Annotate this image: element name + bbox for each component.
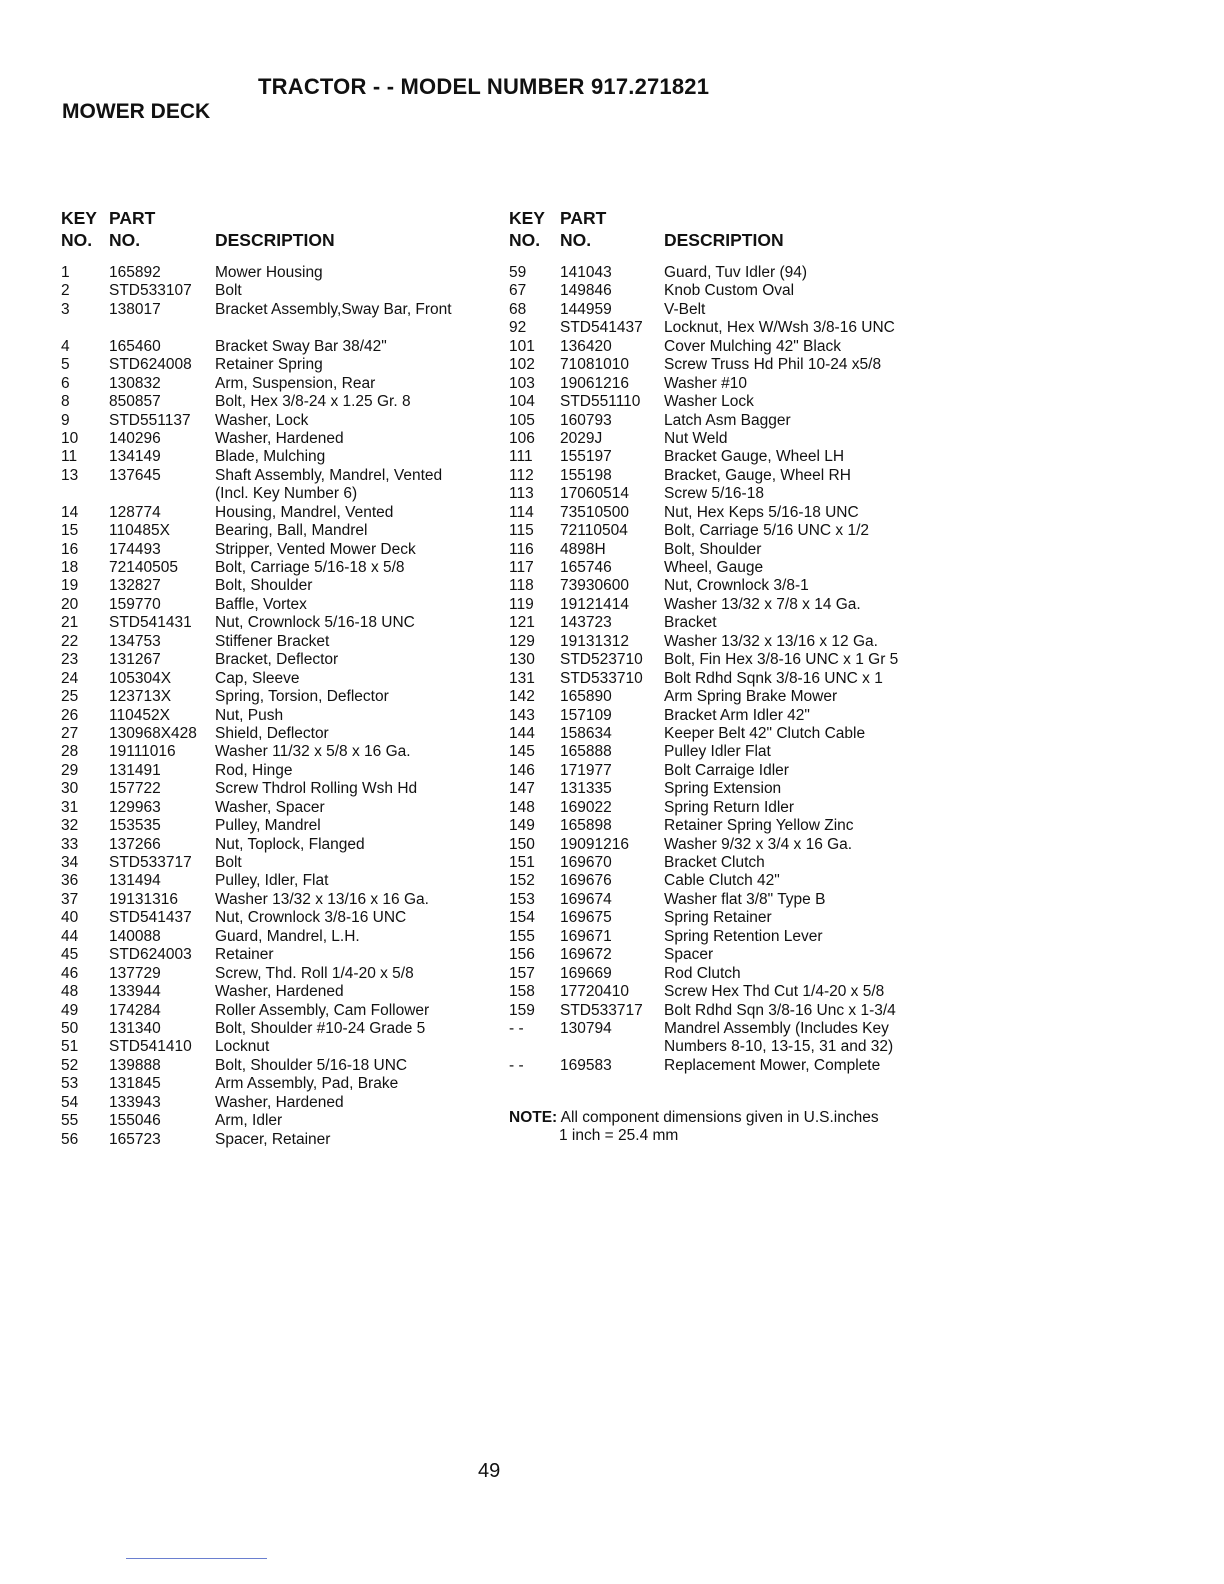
key-number: 31 [61,798,79,816]
part-number: 149846 [560,282,612,300]
part-number: 110485X [109,522,170,540]
key-number: 40 [61,909,79,927]
part-number: 137729 [109,964,161,982]
part-number: 131335 [560,780,612,798]
part-number: 19091216 [560,835,629,853]
part-header-no: NO. [560,230,592,250]
part-number: STD533710 [560,669,643,687]
key-number: 11 [61,448,78,466]
part-number: 17060514 [560,485,629,503]
key-number: 115 [509,522,534,540]
key-number: 24 [61,669,79,687]
part-number: 123713X [109,688,172,706]
key-number: 5 [61,356,70,374]
part-number: 159770 [109,595,161,613]
key-number: 121 [509,614,535,632]
part-description: Bracket Arm Idler 42" [664,706,810,724]
part-description: Bolt Rdhd Sqn 3/8-16 Unc x 1-3/4 [664,1001,896,1019]
part-description: Pulley, Idler, Flat [215,872,329,890]
part-number: 169022 [560,798,612,816]
key-header-no: NO. [509,230,541,250]
part-description: Nut, Crownlock 3/8-16 UNC [215,909,407,927]
part-number: 850857 [109,393,161,411]
part-description: Bracket Clutch [664,854,765,871]
key-number: 6 [61,374,70,392]
key-number: 9 [61,411,70,429]
part-description: Washer 9/32 x 3/4 x 16 Ga. [664,835,853,853]
part-number: 134753 [109,632,161,650]
part-number: 155046 [109,1112,161,1130]
part-description: Nut, Hex Keps 5/16-18 UNC [664,503,859,521]
part-number: 72140505 [109,559,178,577]
part-number: 133944 [109,983,161,1001]
part-number: 133943 [109,1093,161,1111]
key-header: KEY [61,208,97,228]
key-number: 67 [509,282,527,300]
part-number: 143723 [560,614,612,632]
part-description: Guard, Mandrel, L.H. [215,927,360,945]
key-header-no: NO. [61,230,93,250]
part-number: 174493 [109,540,161,558]
part-description: Nut Weld [664,429,728,447]
key-number: 13 [61,466,79,484]
key-number: 153 [509,890,535,908]
part-description: Pulley Idler Flat [664,743,771,761]
key-number: 19 [61,577,79,595]
part-number: 105304X [109,669,172,687]
key-number: 117 [509,559,534,576]
part-description: Nut, Toplock, Flanged [215,835,365,853]
part-number: 134149 [109,448,161,466]
part-number: 71081010 [560,356,629,374]
key-number: 155 [509,927,535,945]
part-description: Washer 11/32 x 5/8 x 16 Ga. [215,743,411,761]
part-description: Spacer, Retainer [215,1130,331,1148]
key-number: 114 [509,503,534,521]
key-number: 3 [61,300,70,318]
key-number: 150 [509,835,535,853]
key-number: 22 [61,632,79,650]
note-label: NOTE: [509,1109,558,1126]
key-number: 119 [509,595,534,613]
part-description: Mandrel Assembly (Includes Key Numbers 8-10, 13-15, 31 and 32) [664,1019,894,1055]
part-number: 165888 [560,743,612,761]
part-description: Washer, Lock [215,411,309,429]
part-number: 144959 [560,300,612,318]
part-description: Shield, Deflector [215,724,329,742]
part-number: 137266 [109,835,161,853]
key-number: 159 [509,1001,535,1019]
part-description: Screw Thdrol Rolling Wsh Hd [215,780,418,798]
part-number: 129963 [109,798,161,816]
part-description: Bolt, Shoulder 5/16-18 UNC [215,1056,408,1074]
part-number: 19121414 [560,595,629,613]
part-number: 165723 [109,1130,161,1148]
part-number: 155197 [560,448,612,466]
part-description: Washer, Hardened [215,429,344,447]
part-description: Mower Housing [215,264,323,281]
section-title: MOWER DECK [62,100,211,123]
key-number: 146 [509,761,535,779]
key-number: 105 [509,411,535,429]
part-description: Cable Clutch 42" [664,872,780,890]
part-description: Screw 5/16-18 [664,485,764,503]
part-number: STD551110 [560,393,641,411]
key-number: 54 [61,1093,79,1111]
part-number: 169671 [560,927,612,945]
part-description: Bolt, Carriage 5/16 UNC x 1/2 [664,522,870,540]
key-number: 33 [61,835,79,853]
part-number: 131491 [109,761,161,779]
part-number: 153535 [109,817,161,835]
key-number: 56 [61,1130,79,1148]
key-number: 102 [509,356,535,374]
key-number: 59 [509,264,527,281]
key-number: 25 [61,688,79,706]
key-number: 14 [61,503,79,521]
key-number: - - [509,1019,524,1037]
part-description: Bolt, Hex 3/8-24 x 1.25 Gr. 8 [215,393,411,411]
key-number: 52 [61,1056,79,1074]
part-description: Arm Spring Brake Mower [664,688,838,706]
key-number: 8 [61,393,70,411]
part-description: Bolt, Shoulder [664,540,762,558]
part-number: STD523710 [560,651,643,669]
part-description: Baffle, Vortex [215,595,307,613]
part-description: Arm, Idler [215,1112,283,1130]
part-description: Washer 13/32 x 13/16 x 12 Ga. [664,632,878,650]
key-number: 16 [61,540,79,558]
part-description: Bracket Assembly,Sway Bar, Front [215,300,452,318]
key-header: KEY [509,208,545,228]
key-number: 1 [61,264,70,281]
part-number: 169676 [560,872,612,890]
part-description: Cap, Sleeve [215,669,300,687]
part-description: Spring Return Idler [664,798,795,816]
note-text: All component dimensions given in U.S.inches [560,1109,879,1126]
part-description: Stiffener Bracket [215,632,330,650]
part-number: 165890 [560,688,612,706]
part-description: Locknut, Hex W/Wsh 3/8-16 UNC [664,319,895,337]
part-description: Pulley, Mandrel [215,817,321,835]
footer-rule [126,1558,267,1559]
part-number: 132827 [109,577,161,595]
key-number: 118 [509,577,534,595]
part-number: 138017 [109,300,161,318]
part-number: STD541410 [109,1038,192,1056]
part-description: Washer Lock [664,393,754,411]
part-description: Wheel, Gauge [664,559,764,576]
part-description: Rod Clutch [664,964,741,982]
part-description: Bearing, Ball, Mandrel [215,522,368,540]
key-number: 26 [61,706,79,724]
part-number: 140088 [109,927,161,945]
part-number: 160793 [560,411,612,429]
key-number: 27 [61,724,79,742]
key-number: 130 [509,651,535,669]
part-description: Nut, Crownlock 5/16-18 UNC [215,614,415,632]
part-number: 169583 [560,1056,612,1074]
part-number: STD624008 [109,356,192,374]
part-description: Blade, Mulching [215,448,326,466]
part-description: Washer flat 3/8" Type B [664,890,826,908]
part-number: 171977 [560,761,612,779]
key-number: 46 [61,964,79,982]
key-number: 21 [61,614,79,632]
part-number: 174284 [109,1001,161,1019]
part-description: V-Belt [664,300,706,318]
key-number: 34 [61,854,79,872]
part-description: Arm, Suspension, Rear [215,374,376,392]
part-description: Bolt, Shoulder #10-24 Grade 5 [215,1019,426,1037]
key-number: 106 [509,429,535,447]
part-description: Spring Retainer [664,909,772,927]
key-number: 23 [61,651,79,669]
part-description: Bolt Rdhd Sqnk 3/8-16 UNC x 1 [664,669,883,687]
part-number: 169669 [560,964,612,982]
key-number: 149 [509,817,535,835]
key-number: 101 [509,337,535,355]
part-number: 2029J [560,429,603,447]
part-description: Bracket Sway Bar 38/42" [215,337,387,355]
part-description: Washer #10 [664,374,747,392]
part-description: Nut, Crownlock 3/8-1 [664,577,809,595]
part-number: STD533717 [109,854,192,872]
part-number: STD541437 [560,319,643,337]
part-description: Spacer [664,946,714,964]
part-description: Spring, Torsion, Deflector [215,688,389,706]
key-number: 131 [509,669,535,687]
key-number: 92 [509,319,527,337]
part-number: 72110504 [560,522,628,540]
part-number: 131340 [109,1019,161,1037]
part-number: 165746 [560,559,612,576]
part-number: 165898 [560,817,612,835]
key-number: 32 [61,817,79,835]
key-number: 55 [61,1112,79,1130]
part-number: 136420 [560,337,612,355]
key-number: 49 [61,1001,79,1019]
part-number: 165460 [109,337,161,355]
part-number: 19131312 [560,632,629,650]
part-description: Cover Mulching 42" Black [664,337,841,355]
key-number: 15 [61,522,79,540]
part-description: Nut, Push [215,706,284,724]
part-number: 157109 [560,706,612,724]
part-number: STD541437 [109,909,192,927]
part-number: 139888 [109,1056,161,1074]
part-description: Keeper Belt 42" Clutch Cable [664,724,866,742]
part-description: Bracket [664,614,717,632]
part-description: Replacement Mower, Complete [664,1056,881,1074]
part-number: 128774 [109,503,161,521]
page-number: 49 [478,1460,501,1482]
key-number: 129 [509,632,535,650]
description-header: DESCRIPTION [215,230,335,250]
key-number: 112 [509,466,534,484]
part-description: Roller Assembly, Cam Follower [215,1001,430,1019]
part-description: Stripper, Vented Mower Deck [215,540,416,558]
part-number: 17720410 [560,983,629,1001]
key-number: 10 [61,429,79,447]
part-description: Washer, Spacer [215,798,325,816]
part-number: 73510500 [560,503,629,521]
part-description: Screw, Thd. Roll 1/4-20 x 5/8 [215,964,414,982]
note [509,1109,879,1145]
part-description: Knob Custom Oval [664,282,795,300]
key-number: 143 [509,706,535,724]
part-description: Retainer Spring Yellow Zinc [664,817,854,835]
part-number: 169675 [560,909,612,927]
part-number: STD551137 [109,411,191,429]
part-number: 131267 [109,651,161,669]
part-description: Bracket, Deflector [215,651,339,669]
part-number: 73930600 [560,577,629,595]
key-number: 151 [509,854,535,871]
part-number: 130832 [109,374,161,392]
part-number: 137645 [109,466,161,484]
part-number: 130794 [560,1019,612,1037]
part-description: Guard, Tuv Idler (94) [664,264,808,281]
part-header-no: NO. [109,230,141,250]
key-number: 113 [509,485,534,503]
part-number: 141043 [560,264,612,281]
key-number: 68 [509,300,527,318]
key-number: 145 [509,743,535,761]
key-number: 48 [61,983,79,1001]
part-number: 169674 [560,890,612,908]
part-number: 131845 [109,1075,161,1093]
part-number: 110452X [109,706,170,724]
part-header: PART [109,208,156,228]
part-description: Bolt Carraige Idler [664,761,789,779]
part-description: Rod, Hinge [215,761,293,779]
key-number: 104 [509,393,535,411]
part-description: Spring Extension [664,780,782,798]
part-description: Bolt, Carriage 5/16-18 x 5/8 [215,559,405,577]
key-number: 2 [61,282,70,300]
key-number: 157 [509,964,535,982]
key-number: 53 [61,1075,79,1093]
note-conversion: 1 inch = 25.4 mm [559,1127,679,1144]
part-description: Bracket, Gauge, Wheel RH [664,466,851,484]
part-number: 19131316 [109,890,178,908]
key-number: 36 [61,872,79,890]
key-number: - - [509,1056,524,1074]
part-description: Locknut [215,1038,270,1056]
page-title: TRACTOR - - MODEL NUMBER 917.271821 [258,74,710,99]
part-description: Spring Retention Lever [664,927,823,945]
part-description: Washer, Hardened [215,1093,344,1111]
key-number: 44 [61,927,79,945]
part-number: 130968X428 [109,724,197,742]
part-number: 158634 [560,724,612,742]
key-number: 37 [61,890,79,908]
part-number: 157722 [109,780,161,798]
key-number: 142 [509,688,535,706]
part-number: 4898H [560,540,606,558]
part-description: Washer 13/32 x 13/16 x 16 Ga. [215,890,429,908]
key-number: 111 [509,448,533,466]
part-number: 19111016 [109,743,176,761]
part-description: Retainer [215,946,274,964]
key-number: 156 [509,946,535,964]
part-description: Bracket Gauge, Wheel LH [664,448,845,466]
key-number: 148 [509,798,535,816]
part-description: Housing, Mandrel, Vented [215,503,394,521]
key-number: 116 [509,540,534,558]
part-number: 165892 [109,264,161,281]
part-number: 140296 [109,429,161,447]
part-header: PART [560,208,607,228]
part-number: STD541431 [109,614,192,632]
part-description: Retainer Spring [215,356,323,374]
key-number: 28 [61,743,79,761]
part-description: Screw Hex Thd Cut 1/4-20 x 5/8 [664,983,885,1001]
key-number: 45 [61,946,79,964]
part-description: Bolt, Shoulder [215,577,313,595]
part-number: STD533717 [560,1001,643,1019]
part-number: 155198 [560,466,612,484]
key-number: 103 [509,374,535,392]
part-description: Latch Asm Bagger [664,411,791,429]
part-description: Washer 13/32 x 7/8 x 14 Ga. [664,595,861,613]
part-number: 169672 [560,946,612,964]
key-number: 147 [509,780,535,798]
part-description: Bolt [215,282,242,300]
key-number: 18 [61,559,79,577]
key-number: 30 [61,780,79,798]
part-number: STD624003 [109,946,192,964]
part-description: Washer, Hardened [215,983,344,1001]
part-number: 169670 [560,854,612,871]
key-number: 20 [61,595,79,613]
part-description: Shaft Assembly, Mandrel, Vented (Incl. Key Number 6) [215,466,443,502]
part-description: Screw Truss Hd Phil 10-24 x5/8 [664,356,882,374]
part-number: 131494 [109,872,161,890]
part-number: STD533107 [109,282,192,300]
key-number: 29 [61,761,79,779]
part-number: 19061216 [560,374,629,392]
key-number: 154 [509,909,535,927]
key-number: 158 [509,983,535,1001]
key-number: 144 [509,724,535,742]
key-number: 152 [509,872,535,890]
part-description: Arm Assembly, Pad, Brake [215,1075,399,1093]
part-description: Bolt [215,854,242,872]
key-number: 4 [61,337,70,355]
part-description: Bolt, Fin Hex 3/8-16 UNC x 1 Gr 5 [664,651,899,669]
key-number: 51 [61,1038,79,1056]
key-number: 50 [61,1019,79,1037]
description-header: DESCRIPTION [664,230,784,250]
